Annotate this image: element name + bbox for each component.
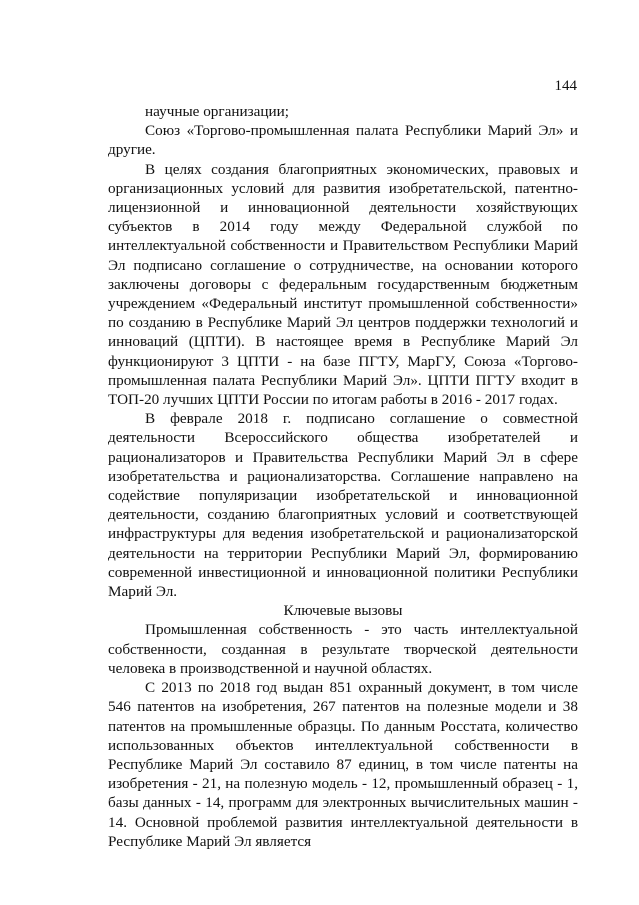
section-heading: Ключевые вызовы bbox=[283, 602, 403, 620]
paragraph-4: В феврале 2018 г. подписано соглашение о совместной деятельности Всероссийского общества изобретателей и рационализаторов и Правительства Республики Марий Эл в сфере изобретательства и рационализаторства. Соглашение направлено на содействие популяризации изобретательской и инновационной деятельности, созданию благоприятных условий и соответствующей инфраструктуры для ведения изобретательской и рационализаторской деятельности на территории Республики Марий Эл, формированию современной инвестиционной и инновационной политики Республики Марий Эл. bbox=[108, 410, 578, 601]
document-body bbox=[108, 102, 578, 851]
paragraph-5: Промышленная собственность - это часть интеллектуальной собственности, созданная в результате творческой деятельности человека в производственной и научной областях. bbox=[108, 621, 578, 677]
paragraph-6: С 2013 по 2018 год выдан 851 охранный документ, в том числе 546 патентов на изобретения, 267 патентов на полезные модели и 38 патентов на промышленные образцы. По данным Росстата, количество использованных объектов интеллектуальной собственности в Республике Марий Эл составило 87 единиц, в том числе патенты на изобретения - 21, на полезную модель - 12, промышленный образец - 1, базы данных - 14, программ для электронных вычислительных машин - 14. Основной проблемой развития интеллектуальной деятельности в Республике Марий Эл является bbox=[108, 679, 578, 850]
page-number: 144 bbox=[554, 78, 577, 94]
paragraph-1: научные организации; bbox=[145, 103, 289, 120]
paragraph-3: В целях создания благоприятных экономических, правовых и организационных условий для развития изобретательской, патентно-лицензионной и инновационной деятельности хозяйствующих субъектов в 2014 году между Федеральной службой по интеллектуальной собственности и Правительством Республики Марий Эл подписано соглашение о сотрудничестве, на основании которого заключены договоры с федеральным государственным бюджетным учреждением «Федеральный институт промышленной собственности» по созданию в Республике Марий Эл центров поддержки технологий и инноваций (ЦПТИ). В настоящее время в Республике Марий Эл функционируют 3 ЦПТИ - на базе ПГТУ, МарГУ, Союза «Торгово-промышленная палата Республики Марий Эл». ЦПТИ ПГТУ входит в ТОП-20 лучших ЦПТИ России по итогам работы в 2016 - 2017 годах. bbox=[108, 160, 578, 409]
paragraph-2: Союз «Торгово-промышленная палата Республики Марий Эл» и другие. bbox=[108, 122, 578, 159]
